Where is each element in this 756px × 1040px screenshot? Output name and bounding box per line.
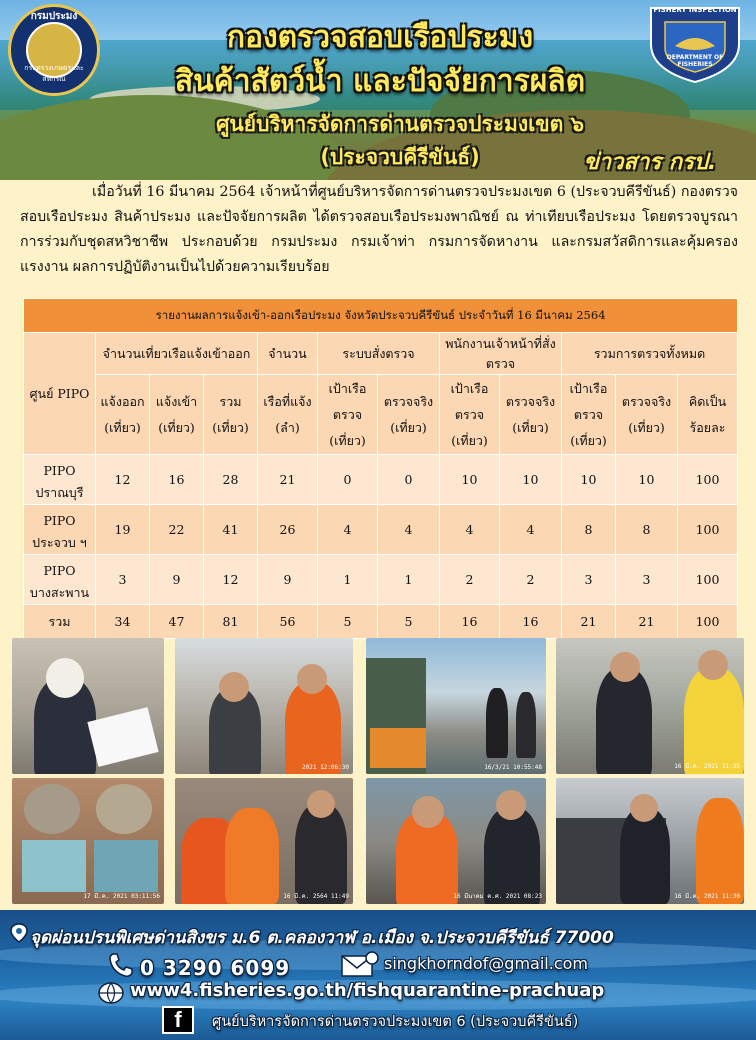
header-center: ศูนย์ PIPO <box>24 333 96 455</box>
table-caption-row <box>24 299 738 333</box>
total-tot-actual: 21 <box>616 605 678 639</box>
cell-sys-actual: 0 <box>378 455 440 505</box>
fishery-inspection-badge <box>645 4 745 84</box>
email-icon <box>340 950 380 980</box>
photo-inspection-team <box>556 638 744 774</box>
sub-header-cell: เรือที่แจ้ง (ลำ) <box>258 375 318 455</box>
sub-header-cell: ตรวจจริง (เที่ยว) <box>500 375 562 455</box>
row-center: PIPO ปราณบุรี <box>24 455 96 505</box>
photo-timestamp: 16 มี.ค. 2021 11:35 <box>674 763 740 770</box>
photo-officer-with-crew <box>366 778 546 904</box>
row-center: PIPO ประจวบ ฯ <box>24 505 96 555</box>
location-pin-icon <box>6 922 32 944</box>
cell-off-target: 2 <box>440 555 500 605</box>
facebook-icon: f <box>162 1006 194 1034</box>
photo-pier-boat <box>366 638 546 774</box>
photo-fish-baskets <box>12 778 164 904</box>
footer-facebook: ศูนย์บริหารจัดการด่านตรวจประมงเขต 6 (ประจวบคีรีขันธ์) <box>212 1014 579 1030</box>
department-of-fisheries-logo <box>8 4 100 96</box>
cell-out: 12 <box>96 455 150 505</box>
total-boats: 56 <box>258 605 318 639</box>
badge-top-text: FISHERY INSPECTION <box>653 6 737 14</box>
photo-officer-document <box>12 638 164 774</box>
photo-vehicle-inspection <box>556 778 744 904</box>
cell-tot-actual: 3 <box>616 555 678 605</box>
header-officer: พนักงานเจ้าหน้าที่สั่งตรวจ <box>440 333 562 375</box>
sub-header-cell: แจ้งเข้า (เที่ยว) <box>150 375 204 455</box>
cell-sum: 28 <box>204 455 258 505</box>
photo-timestamp: 16 มีนาคม ค.ศ. 2021 08:23 <box>453 893 542 900</box>
logo-left-bottom-text: กระทรวงเกษตรและสหกรณ์ <box>24 64 84 83</box>
row-center: PIPO บางสะพาน <box>24 555 96 605</box>
cell-tot-actual: 10 <box>616 455 678 505</box>
sub-header-cell: คิดเป็น ร้อยละ <box>678 375 738 455</box>
cell-boats: 9 <box>258 555 318 605</box>
logo-left-top-text: กรมประมง <box>30 11 78 22</box>
total-off-target: 16 <box>440 605 500 639</box>
header-total: รวมการตรวจทั้งหมด <box>562 333 738 375</box>
photo-timestamp: 16 มี.ค. 2021 11:30 <box>674 893 740 900</box>
cell-in: 9 <box>150 555 204 605</box>
cell-in: 16 <box>150 455 204 505</box>
cell-out: 3 <box>96 555 150 605</box>
footer <box>0 910 756 1040</box>
photo-timestamp: 2021 12:06:30 <box>302 764 349 771</box>
footer-phone: 0 3290 6099 <box>140 956 291 980</box>
table-caption: รายงานผลการแจ้งเข้า-ออกเรือประมง จังหวัดประจวบคีรีขันธ์ ประจำวันที่ 16 มีนาคม 2564 <box>24 299 738 333</box>
header-banner <box>0 0 756 180</box>
footer-website: www4.fisheries.go.th/fishquarantine-prachuap <box>130 980 605 1001</box>
cell-sys-target: 1 <box>318 555 378 605</box>
page-title: กองตรวจสอบเรือประมง <box>226 20 534 55</box>
header-boats: จำนวน <box>258 333 318 375</box>
cell-off-actual: 2 <box>500 555 562 605</box>
sub-header-cell: ตรวจจริง (เที่ยว) <box>616 375 678 455</box>
badge-bottom-text: DEPARTMENT OF FISHERIES <box>666 54 724 68</box>
cell-boats: 26 <box>258 505 318 555</box>
badge-shield-icon <box>645 4 745 84</box>
photo-timestamp: 16/3/21 10:55:48 <box>484 764 542 771</box>
cell-percent: 100 <box>678 555 738 605</box>
cell-off-actual: 10 <box>500 455 562 505</box>
news-label: ข่าวสาร กรป. <box>583 150 717 175</box>
phone-icon <box>106 950 136 980</box>
total-tot-target: 21 <box>562 605 616 639</box>
total-sys-target: 5 <box>318 605 378 639</box>
globe-icon <box>96 980 126 1006</box>
total-sum: 81 <box>204 605 258 639</box>
cell-sys-actual: 4 <box>378 505 440 555</box>
photo-timestamp: 17 มี.ค. 2021 03:11:56 <box>83 893 160 900</box>
header-system: ระบบสั่งตรวจ <box>318 333 440 375</box>
intro-paragraph: เมื่อวันที่ 16 มีนาคม 2564 เจ้าหน้าที่ศูนย์บริหารจัดการด่านตรวจประมงเขต 6 (ประจวบคีรีขันธ์) กองตรวจสอบเรือประมง สินค้าประมง และปัจจัยการผลิต ได้ตรวจสอบเรือประมงพาณิชย์ ณ ท่าเทียบเรือประมง โดยตรวจบูรณาการร่วมกับชุดสหวิชาชีพ ประกอบด้วย กรมประมง กรมเจ้าท่า กรมการจัดหางาน และกรมสวัสดิการและคุ้มครองแรงงาน ผลการปฏิบัติงานเป็นไปด้วยความเรียบร้อย <box>20 184 738 275</box>
sub-header-cell: เป้าเรือ ตรวจ (เที่ยว) <box>318 375 378 455</box>
photo-crew-checking <box>175 778 353 904</box>
cell-tot-target: 10 <box>562 455 616 505</box>
sub-header-cell: ตรวจจริง (เที่ยว) <box>378 375 440 455</box>
cell-boats: 21 <box>258 455 318 505</box>
table-group-header-row <box>24 333 738 375</box>
footer-address: จุดผ่อนปรนพิเศษด่านสิงขร ม.6 ต.คลองวาฬ อ.เมือง จ.ประจวบคีรีขันธ์ 77000 <box>30 928 614 948</box>
photo-timestamp: 16 มี.ค. 2564 11:49 <box>283 893 349 900</box>
total-out: 34 <box>96 605 150 639</box>
total-sys-actual: 5 <box>378 605 440 639</box>
sub-header-cell: เป้าเรือ ตรวจ (เที่ยว) <box>562 375 616 455</box>
total-off-actual: 16 <box>500 605 562 639</box>
cell-tot-actual: 8 <box>616 505 678 555</box>
sub-header-cell: แจ้งออก (เที่ยว) <box>96 375 150 455</box>
total-percent: 100 <box>678 605 738 639</box>
sub-header-cell: รวม (เที่ยว) <box>204 375 258 455</box>
cell-sys-actual: 1 <box>378 555 440 605</box>
table-row <box>24 555 738 605</box>
table-row <box>24 455 738 505</box>
report-table <box>23 298 738 639</box>
page-title-line2: สินค้าสัตว์น้ำ และปัจจัยการผลิต <box>174 64 586 99</box>
table-row <box>24 505 738 555</box>
cell-off-target: 4 <box>440 505 500 555</box>
cell-sum: 41 <box>204 505 258 555</box>
cell-sys-target: 4 <box>318 505 378 555</box>
cell-tot-target: 3 <box>562 555 616 605</box>
cell-percent: 100 <box>678 505 738 555</box>
total-in: 47 <box>150 605 204 639</box>
footer-email: singkhorndof@gmail.com <box>384 954 588 973</box>
cell-off-actual: 4 <box>500 505 562 555</box>
cell-sys-target: 0 <box>318 455 378 505</box>
table-sub-header-row <box>24 375 738 455</box>
cell-percent: 100 <box>678 455 738 505</box>
total-label: รวม <box>24 605 96 639</box>
cell-in: 22 <box>150 505 204 555</box>
cell-tot-target: 8 <box>562 505 616 555</box>
page-subtitle: ศูนย์บริหารจัดการด่านตรวจประมงเขต ๖ (ประจวบคีรีขันธ์) <box>216 112 584 169</box>
header-trips: จำนวนเที่ยวเรือแจ้งเข้าออก <box>96 333 258 375</box>
photo-life-jacket-check <box>175 638 353 774</box>
cell-sum: 12 <box>204 555 258 605</box>
sub-header-cell: เป้าเรือ ตรวจ (เที่ยว) <box>440 375 500 455</box>
cell-off-target: 10 <box>440 455 500 505</box>
table-total-row <box>24 605 738 639</box>
cell-out: 19 <box>96 505 150 555</box>
